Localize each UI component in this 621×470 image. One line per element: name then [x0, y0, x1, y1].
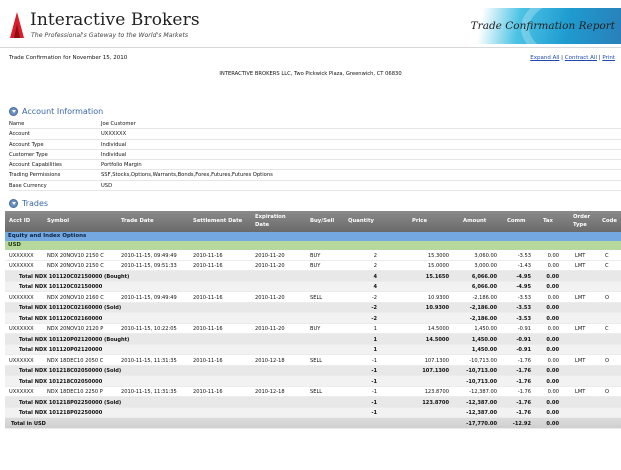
buy-sell-cell: BUY [310, 263, 321, 269]
col-order-type-2: Type [573, 222, 587, 228]
total-label-cell: Total NDX 101120P02120000 [19, 347, 103, 353]
expiration-cell: 2010-11-20 [255, 326, 285, 332]
tax-cell: 0.00 [546, 410, 559, 416]
subtotal-row [5, 313, 621, 324]
order-type-cell: LMT [575, 252, 586, 259]
expand-all-link[interactable]: Expand All [530, 55, 560, 61]
amount-cell: 1,450.00 [471, 347, 497, 353]
account-info-key: Trading Permissions [9, 172, 61, 179]
symbol-cell: NDX 20NOV10 2150 C [47, 252, 104, 259]
tax-cell: 0.00 [546, 336, 559, 343]
account-info-key: Base Currency [9, 182, 47, 189]
quantity-cell: -1 [371, 378, 377, 385]
col-acct-id: Acct ID [9, 218, 31, 224]
buy-sell-cell: BUY [310, 252, 321, 259]
code-cell: C [605, 326, 609, 332]
code-cell: C [605, 252, 609, 259]
amount-cell: -2,186.00 [472, 294, 497, 301]
comm-cell: -0.91 [517, 326, 531, 332]
col-symbol: Symbol [47, 218, 70, 224]
account-info-row [9, 140, 621, 150]
quantity-cell: 1 [373, 336, 377, 343]
amount-cell: -10,713.00 [466, 368, 497, 374]
expiration-cell: 2010-12-18 [255, 357, 285, 364]
amount-cell: -2,186.00 [469, 315, 497, 322]
col-price: Price [412, 218, 428, 224]
tax-cell: 0.00 [546, 347, 559, 353]
subtotal-row [5, 282, 621, 293]
order-type-cell: LMT [575, 326, 586, 332]
acct-id-cell: UXXXXXX [9, 294, 34, 301]
tax-cell: 0.00 [547, 326, 559, 332]
link-separator: | [598, 55, 601, 61]
collapse-icon[interactable] [9, 107, 18, 116]
code-cell: O [605, 389, 610, 395]
account-info-table [9, 119, 621, 191]
account-info-section-toggle[interactable] [9, 106, 103, 116]
subtotal-row [5, 271, 621, 282]
trades-section-toggle[interactable] [9, 198, 48, 208]
account-info-value: SSF,Stocks,Options,Warrants,Bonds,Forex,Futures,Futures Options [101, 172, 273, 179]
comm-cell: -1.76 [516, 399, 531, 406]
comm-cell: -1.76 [516, 378, 531, 385]
price-cell: 123.8700 [424, 389, 449, 395]
col-trade-date: Trade Date [121, 218, 154, 224]
comm-cell: -3.53 [517, 294, 531, 301]
acct-id-cell: UXXXXXX [9, 263, 34, 269]
tax-cell: 0.00 [546, 399, 559, 406]
subtotal-row [5, 408, 621, 419]
order-type-cell: LMT [575, 294, 586, 301]
logo-tagline: The Professional's Gateway to the World's Markets [31, 32, 189, 39]
trades-table-header [5, 211, 621, 232]
account-info-row [9, 181, 621, 191]
link-separator: | [561, 55, 563, 61]
comm-cell: -4.95 [516, 273, 531, 280]
quantity-cell: -1 [371, 368, 377, 374]
amount-cell: -12,387.00 [466, 410, 497, 416]
expiration-cell: 2010-11-20 [255, 252, 285, 259]
amount-cell: -12,387.00 [466, 399, 497, 406]
total-label-cell: Total NDX 101218C02050000 (Sold) [19, 368, 122, 374]
currency-row: USD [5, 241, 621, 250]
settlement-date-cell: 2010-11-16 [193, 357, 223, 364]
price-cell: 10.9300 [427, 294, 449, 301]
tax-cell: 0.00 [546, 315, 559, 322]
account-info-key: Account Type [9, 141, 44, 148]
report-header [0, 0, 621, 48]
total-label-cell: Total NDX 101218P02250000 (Sold) [19, 399, 122, 406]
trade-row [5, 250, 621, 261]
price-cell: 107.1300 [422, 368, 449, 374]
col-code: Code [602, 218, 617, 224]
price-cell: 10.9300 [425, 305, 449, 311]
trade-row [5, 292, 621, 303]
comm-cell: -1.76 [517, 357, 531, 364]
total-label-cell: Total NDX 101120C02150000 [19, 284, 103, 290]
account-info-value: Individual [101, 151, 127, 158]
amount-cell: -17,770.00 [466, 420, 497, 427]
price-cell: 15.3000 [427, 252, 449, 259]
quantity-cell: 1 [373, 326, 377, 332]
print-link[interactable]: Print [602, 55, 615, 61]
quantity-cell: -2 [371, 294, 377, 301]
order-type-cell: LMT [575, 263, 586, 269]
contract-all-link[interactable]: Contract All [564, 55, 597, 61]
trade-date-cell: 2010-11-15, 11:31:35 [121, 357, 177, 364]
subtotal-row [5, 345, 621, 356]
tax-cell: 0.00 [546, 368, 559, 374]
account-info-key: Customer Type [9, 151, 48, 158]
comm-cell: -1.76 [516, 368, 531, 374]
account-info-row [9, 170, 621, 180]
trade-date-cell: 2010-11-15, 09:49:49 [121, 252, 177, 259]
expiration-cell: 2010-11-20 [255, 263, 285, 269]
broker-address: INTERACTIVE BROKERS LLC, Two Pickwick Plaza, Greenwich, CT 06830 [219, 71, 402, 77]
quantity-cell: -1 [371, 399, 377, 406]
symbol-cell: NDX 20NOV10 2120 P [47, 326, 104, 332]
subtotal-row [5, 397, 621, 408]
col-order-type-1: Order [573, 214, 591, 220]
col-comm: Comm [507, 218, 526, 224]
trade-rows [5, 250, 621, 429]
tax-cell: 0.00 [547, 294, 559, 301]
tax-cell: 0.00 [547, 252, 559, 259]
trade-row [5, 324, 621, 335]
amount-cell: -2,186.00 [469, 305, 497, 311]
trade-date-cell: 2010-11-15, 09:49:49 [121, 294, 177, 301]
quantity-cell: -1 [371, 389, 377, 395]
quantity-cell: 1 [373, 347, 377, 353]
account-info-value: USD [101, 182, 113, 189]
trade-row [5, 261, 621, 272]
comm-cell: -1.76 [517, 389, 531, 395]
amount-cell: 1,450.00 [474, 326, 497, 332]
page-fade [5, 430, 621, 470]
amount-cell: 1,450.00 [471, 336, 497, 343]
trades-title: Trades [22, 198, 49, 208]
col-tax: Tax [543, 218, 553, 224]
account-info-row [9, 119, 621, 129]
account-info-key: Account [9, 131, 30, 138]
code-cell: O [605, 294, 610, 301]
total-label-cell: Total NDX 101218C02050000 [19, 378, 103, 385]
logo-mark-icon [8, 12, 26, 38]
acct-id-cell: UXXXXXX [9, 326, 34, 332]
amount-cell: 6,066.00 [471, 284, 497, 290]
settlement-date-cell: 2010-11-16 [193, 252, 223, 259]
comm-cell: -1.76 [516, 410, 531, 416]
trade-row [5, 387, 621, 398]
account-info-title: Account Information [22, 106, 104, 116]
comm-cell: -0.91 [516, 347, 531, 353]
amount-cell: -12,387.00 [469, 389, 497, 395]
buy-sell-cell: SELL [310, 357, 323, 364]
symbol-cell: NDX 20NOV10 2160 C [47, 294, 104, 301]
amount-cell: -10,713.00 [466, 378, 497, 385]
col-expiration-1: Expiration [255, 214, 286, 220]
col-amount: Amount [463, 218, 487, 224]
quantity-cell: -2 [371, 305, 377, 311]
amount-cell: 6,066.00 [471, 273, 497, 280]
col-quantity: Quantity [348, 218, 374, 224]
settlement-date-cell: 2010-11-16 [193, 263, 223, 269]
total-label-cell: Total NDX 101120P02120000 (Bought) [19, 336, 130, 343]
comm-cell: -12.92 [512, 420, 531, 427]
quantity-cell: -1 [371, 410, 377, 416]
amount-cell: 3,000.00 [474, 263, 497, 269]
subtotal-row [5, 366, 621, 377]
trade-date-cell: 2010-11-15, 10:22:05 [121, 326, 177, 332]
symbol-cell: NDX 18DEC10 2250 P [47, 389, 103, 395]
acct-id-cell: UXXXXXX [9, 252, 34, 259]
quantity-cell: -2 [371, 315, 377, 322]
account-info-row [9, 150, 621, 160]
subtotal-row [5, 376, 621, 387]
expiration-cell: 2010-12-18 [255, 389, 285, 395]
total-label-cell: Total in USD [11, 420, 46, 427]
collapse-icon[interactable] [9, 199, 18, 208]
symbol-cell: NDX 20NOV10 2150 C [47, 263, 104, 269]
trade-row [5, 355, 621, 366]
subtotal-row [5, 303, 621, 314]
total-label-cell: Total NDX 101120C02160000 (Sold) [19, 305, 122, 311]
quantity-cell: 4 [373, 284, 377, 290]
amount-cell: -10,713.00 [469, 357, 497, 364]
buy-sell-cell: BUY [310, 326, 321, 332]
comm-cell: -3.53 [516, 315, 531, 322]
buy-sell-cell: SELL [310, 389, 323, 395]
symbol-cell: NDX 18DEC10 2050 C [47, 357, 104, 364]
trade-date-cell: 2010-11-15, 11:31:35 [121, 389, 177, 395]
account-info-value: UXXXXXX [101, 131, 127, 138]
quantity-cell: -1 [371, 357, 377, 364]
account-info-value: Joe Customer [101, 121, 136, 127]
amount-cell: 3,060.00 [474, 252, 497, 259]
comm-cell: -4.95 [516, 284, 531, 290]
comm-cell: -3.53 [516, 305, 531, 311]
col-expiration-2: Date [255, 222, 270, 228]
account-info-row [9, 129, 621, 139]
grand-total-row [5, 418, 621, 429]
price-cell: 15.0000 [427, 263, 449, 269]
comm-cell: -3.53 [517, 252, 531, 259]
tax-cell: 0.00 [547, 357, 559, 364]
company-logo [8, 10, 200, 42]
tax-cell: 0.00 [547, 389, 559, 395]
account-info-key: Account Capabilities [9, 162, 62, 169]
tax-cell: 0.00 [546, 305, 559, 311]
order-type-cell: LMT [575, 389, 586, 395]
quantity-cell: 2 [373, 252, 377, 259]
price-cell: 107.1300 [424, 357, 449, 364]
account-info-value: Portfolio Margin [101, 162, 142, 169]
tax-cell: 0.00 [546, 420, 559, 427]
asset-category-row: Equity and Index Options [5, 232, 621, 241]
expiration-cell: 2010-11-20 [255, 294, 285, 301]
price-cell: 15.1650 [425, 273, 449, 280]
view-controls [530, 55, 615, 61]
total-label-cell: Total NDX 101120C02160000 [19, 315, 103, 322]
comm-cell: -1.43 [517, 263, 531, 269]
tax-cell: 0.00 [546, 284, 559, 290]
report-title-banner [451, 8, 621, 44]
total-label-cell: Total NDX 101120C02150000 (Bought) [19, 273, 130, 280]
settlement-date-cell: 2010-11-16 [193, 326, 223, 332]
trades-table [5, 211, 621, 429]
price-cell: 14.5000 [427, 326, 449, 332]
subtotal-row [5, 334, 621, 345]
settlement-date-cell: 2010-11-16 [193, 294, 223, 301]
report-title: Trade Confirmation Report [470, 20, 615, 32]
confirmation-date-label: Trade Confirmation for November 15, 2010 [9, 55, 128, 61]
quantity-cell: 2 [373, 263, 377, 269]
code-cell: O [605, 357, 610, 364]
settlement-date-cell: 2010-11-16 [193, 389, 223, 395]
tax-cell: 0.00 [547, 263, 559, 269]
total-label-cell: Total NDX 101218P02250000 [19, 410, 103, 416]
account-info-key: Name [9, 121, 25, 127]
price-cell: 123.8700 [422, 399, 449, 406]
trade-date-cell: 2010-11-15, 09:51:33 [121, 263, 177, 269]
comm-cell: -0.91 [516, 336, 531, 343]
col-settlement-date: Settlement Date [193, 218, 243, 224]
price-cell: 14.5000 [425, 336, 449, 343]
tax-cell: 0.00 [546, 378, 559, 385]
account-info-row [9, 160, 621, 170]
quantity-cell: 4 [373, 273, 377, 280]
logo-name: Interactive Brokers [30, 10, 200, 30]
code-cell: C [605, 263, 609, 269]
acct-id-cell: UXXXXXX [9, 389, 34, 395]
acct-id-cell: UXXXXXX [9, 357, 34, 364]
order-type-cell: LMT [575, 357, 586, 364]
tax-cell: 0.00 [546, 273, 559, 280]
account-info-value: Individual [101, 141, 127, 148]
col-buy-sell: Buy/Sell [310, 218, 335, 224]
buy-sell-cell: SELL [310, 294, 323, 301]
